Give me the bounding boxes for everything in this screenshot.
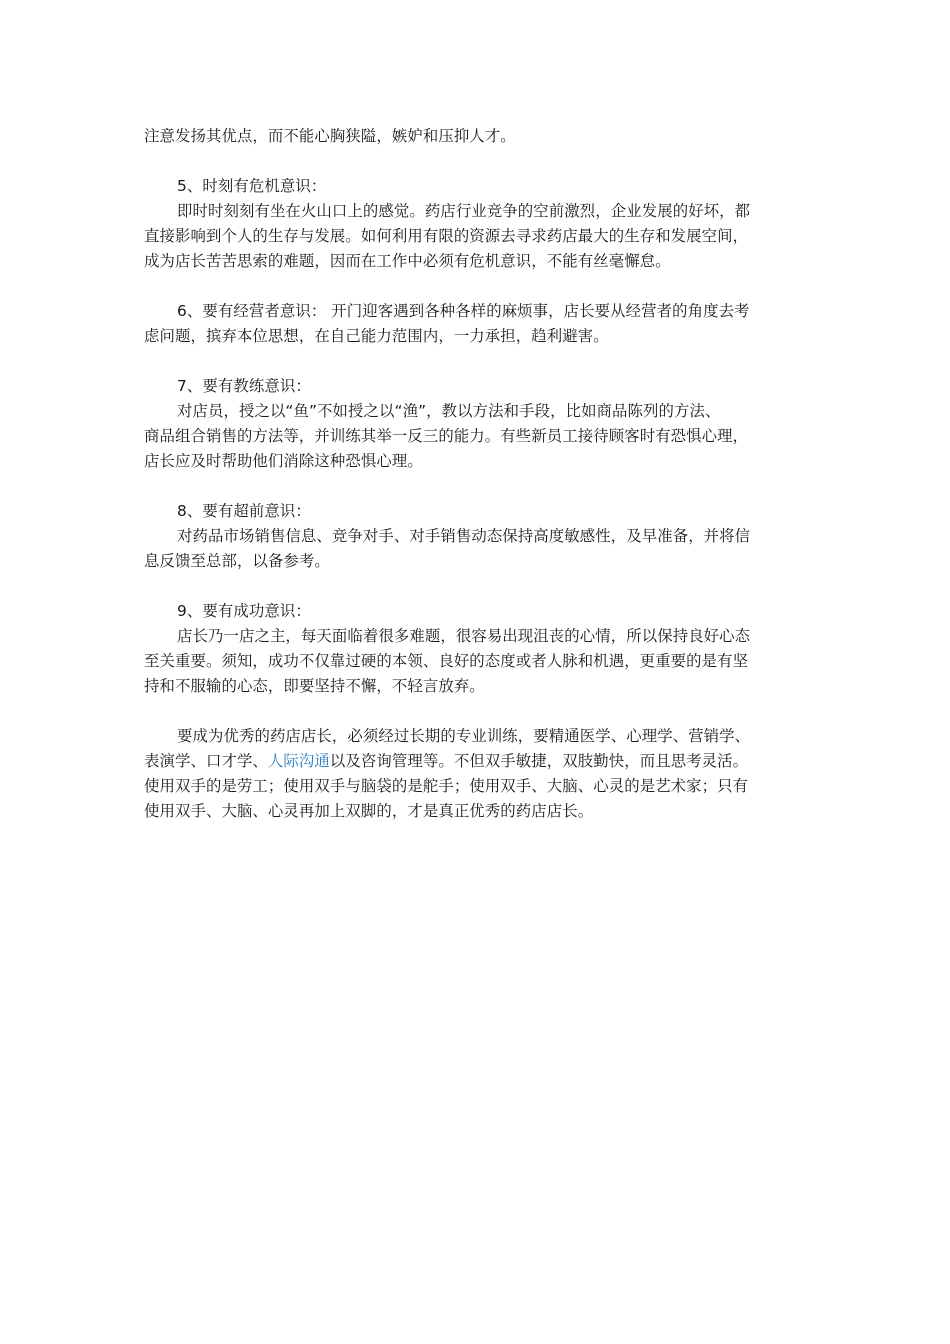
section-7-line-2: 商品组合销售的方法等，并训练其举一反三的能力。有些新员工接待顾客时有恐惧心理， (144, 427, 749, 445)
section-7-heading: 7、要有教练意识： (177, 377, 311, 395)
conclusion-line-1: 要成为优秀的药店店长，必须经过长期的专业训练，要精通医学、心理学、营销学、 (177, 727, 751, 745)
section-5-heading: 5、时刻有危机意识： (177, 177, 327, 195)
intro-tail-line: 注意发扬其优点，而不能心胸狭隘，嫉妒和压抑人才。 (144, 127, 516, 145)
conclusion-line-4: 使用双手、大脑、心灵再加上双脚的，才是真正优秀的药店店长。 (144, 802, 594, 820)
conclusion-paragraph (144, 724, 804, 824)
section-5-line-1: 即时时刻刻有坐在火山口上的感觉。药店行业竞争的空前激烈，企业发展的好坏，都 (177, 202, 751, 220)
section-8-heading: 8、要有超前意识： (177, 502, 311, 520)
section-9-line-1: 店长乃一店之主，每天面临着很多难题，很容易出现沮丧的心情，所以保持良好心态 (177, 627, 751, 645)
section-7-line-3: 店长应及时帮助他们消除这种恐惧心理。 (144, 452, 423, 470)
section-9-line-2: 至关重要。须知，成功不仅靠过硬的本领、良好的态度或者人脉和机遇，更重要的是有坚 (144, 652, 749, 670)
conclusion-line-3: 使用双手的是劳工；使用双手与脑袋的是舵手；使用双手、大脑、心灵的是艺术家；只有 (144, 777, 749, 795)
section-5-line-3: 成为店长苦苦思索的难题，因而在工作中必须有危机意识，不能有丝毫懈怠。 (144, 252, 671, 270)
intro-tail-paragraph (144, 124, 804, 149)
section-6-line-1: 虑问题，摈弃本位思想，在自己能力范围内，一力承担，趋利避害。 (144, 327, 609, 345)
section-5-line-2: 直接影响到个人的生存与发展。如何利用有限的资源去寻求药店最大的生存和发展空间， (144, 227, 749, 245)
section-5 (144, 174, 804, 274)
section-6 (144, 299, 804, 349)
section-7 (144, 374, 804, 474)
conclusion-line-2-before: 表演学、口才学、 (144, 752, 268, 770)
section-8 (144, 499, 804, 574)
section-6-heading-line: 6、要有经营者意识： 开门迎客遇到各种各样的麻烦事，店长要从经营者的角度去考 (177, 302, 750, 320)
section-9-heading: 9、要有成功意识： (177, 602, 311, 620)
conclusion-line-2 (144, 749, 804, 774)
section-9 (144, 599, 804, 699)
section-7-line-1: 对店员，授之以“鱼”不如授之以“渔”，教以方法和手段，比如商品陈列的方法、 (177, 402, 721, 420)
section-8-line-1: 对药品市场销售信息、竞争对手、对手销售动态保持高度敏感性，及早准备，并将信 (177, 527, 751, 545)
conclusion-line-2-after: 以及咨询管理等。不但双手敏捷，双肢勤快，而且思考灵活。 (329, 752, 749, 770)
interpersonal-communication-link[interactable]: 人际沟通 (267, 752, 330, 770)
section-9-line-3: 持和不服输的心态，即要坚持不懈，不轻言放弃。 (144, 677, 485, 695)
section-8-line-2: 息反馈至总部，以备参考。 (144, 552, 330, 570)
document-page (144, 124, 804, 849)
